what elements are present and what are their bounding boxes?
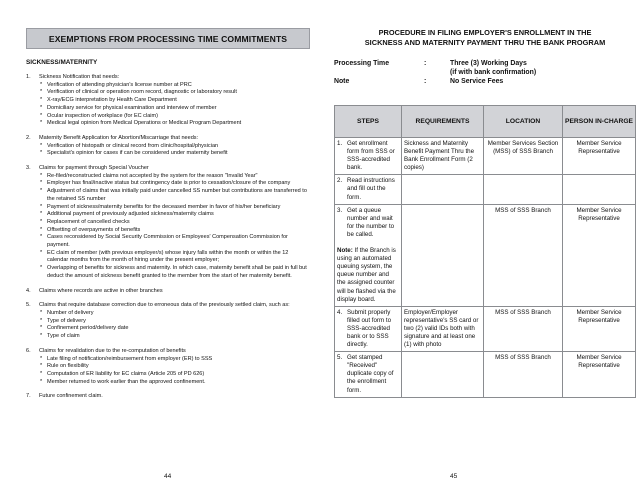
asterisk-bullet-icon: * (40, 97, 43, 104)
asterisk-bullet-icon: * (40, 370, 43, 377)
exemption-sub-text: Verification of clinical or operation room record, diagnostic or laboratory result (47, 89, 237, 96)
step-text: Get stamped "Received" duplicate copy of the enrollment form. (347, 354, 394, 394)
exemption-number: 1. (26, 74, 31, 80)
page-number-left: 44 (164, 473, 172, 480)
procedure-meta (334, 59, 636, 86)
asterisk-bullet-icon: * (40, 325, 43, 332)
exemption-sub-text: Replacement of cancelled checks (47, 218, 130, 225)
exemption-sub-item (39, 371, 311, 379)
requirement-cell (402, 204, 484, 306)
exemption-sub-item (39, 363, 311, 371)
exemption-text: Claims for revalidation due to the re-computation of benefits (39, 347, 186, 354)
requirement-cell (402, 175, 484, 204)
asterisk-bullet-icon: * (40, 317, 43, 324)
exemption-sub-text: Computation of ER liability for EC claims (Article 205 of PD 626) (47, 370, 205, 377)
exemption-sub-item (39, 250, 311, 265)
exemption-sub-item (39, 97, 311, 105)
processing-time-row (334, 59, 636, 68)
requirement-cell (402, 352, 484, 397)
exemption-sub-item (39, 379, 311, 387)
exemption-sub-list (39, 173, 311, 281)
processing-time-value: Three (3) Working Days (450, 60, 527, 67)
exemptions-banner (26, 28, 310, 49)
exemption-sub-text: Late filing of notification/reimbursement from employer (ER) to SSS (47, 355, 213, 362)
asterisk-bullet-icon: * (40, 218, 43, 225)
exemption-sub-text: Rule on flexibility (47, 363, 89, 370)
exemption-sub-item (39, 89, 311, 97)
exemption-sub-text: Specialist's opinion for cases if can be considered under maternity benefit (47, 150, 228, 157)
exemption-sub-text: Ocular inspection of workplace (for EC claim) (47, 112, 158, 119)
procedure-title (334, 28, 636, 48)
exemption-text: Claims where records are active in other branches (39, 287, 163, 294)
step-cell (335, 138, 402, 175)
step-number: 2. (337, 177, 343, 185)
procedure-title-line-1: PROCEDURE IN FILING EMPLOYER'S ENROLLMENT IN THE (378, 28, 592, 37)
asterisk-bullet-icon: * (40, 150, 43, 157)
asterisk-bullet-icon: * (40, 180, 43, 187)
step-cell (335, 352, 402, 397)
exemptions-banner-text: EXEMPTIONS FROM PROCESSING TIME COMMITMENTS (48, 33, 288, 44)
exemption-sub-text: Type of delivery (47, 317, 86, 324)
asterisk-bullet-icon: * (40, 172, 43, 179)
exemption-item (26, 348, 311, 387)
asterisk-bullet-icon: * (40, 363, 43, 370)
exemption-sub-item (39, 219, 311, 227)
location-cell: MSS of SSS Branch (484, 204, 563, 306)
exemption-number: 7. (26, 393, 31, 400)
exemption-number: 5. (26, 302, 31, 309)
exemption-text: Claims that require database correction due to erroneous data of the previously settled claim, such as: (39, 302, 290, 309)
left-page (0, 0, 315, 493)
step-note (337, 247, 399, 304)
table-header-row (335, 106, 636, 138)
asterisk-bullet-icon: * (40, 249, 43, 256)
exemption-sub-item (39, 188, 311, 203)
exemption-number: 6. (26, 347, 31, 354)
exemption-sub-text: Number of delivery (47, 309, 94, 316)
exemption-sub-item (39, 105, 311, 113)
table-row (335, 306, 636, 351)
note-colon: : (424, 78, 427, 85)
exemption-sub-text: Payment of sickness/maternity benefits for the deceased member in favor of his/her beneficiary (47, 203, 281, 210)
exemption-sub-text: Confinement period/delivery date (47, 325, 129, 332)
step-number: 5. (337, 354, 343, 362)
step-text: Read instructions and fill out the form. (347, 177, 395, 201)
exemption-item (26, 393, 311, 401)
asterisk-bullet-icon: * (40, 378, 43, 385)
exemption-sub-text: EC claim of member (with previous employer/s) whose injury falls within the month or within the 12 calendar months from the month of hiring under the present employer; (47, 249, 289, 264)
exemption-sub-item (39, 356, 311, 364)
exemption-item (26, 165, 311, 281)
person-in-charge-cell (563, 175, 636, 204)
asterisk-bullet-icon: * (40, 309, 43, 316)
step-number: 4. (337, 308, 343, 316)
header-location: LOCATION (484, 106, 563, 138)
asterisk-bullet-icon: * (40, 89, 43, 96)
exemption-sub-item (39, 143, 311, 151)
exemption-sub-list (39, 143, 311, 158)
exemption-sub-item (39, 211, 311, 219)
exemption-text: Claims for payment through Special Voucher (39, 165, 149, 172)
asterisk-bullet-icon: * (40, 226, 43, 233)
step-cell (335, 306, 402, 351)
note-row (334, 77, 636, 86)
processing-time-label: Processing Time (334, 60, 390, 67)
procedure-title-line-2: SICKNESS AND MATERNITY PAYMENT THRU THE BANK PROGRAM (364, 38, 606, 47)
requirement-cell: Employer/Employer representative's SS card or two (2) valid IDs both with signature and at least one (1) with photo (402, 306, 484, 351)
exemption-item (26, 74, 311, 128)
step-cell (335, 204, 402, 306)
exemption-sub-item (39, 310, 311, 318)
exemption-sub-text: Verification of histopath or clinical record from clinic/hospital/physician (47, 142, 219, 149)
exemption-body (39, 348, 311, 387)
exemption-sub-text: Domiciliary service for physical examination and interview of member (47, 104, 217, 111)
processing-time-row-2 (334, 68, 636, 77)
exemption-sub-item (39, 318, 311, 326)
location-cell: MSS of SSS Branch (484, 306, 563, 351)
asterisk-bullet-icon: * (40, 234, 43, 241)
exemption-sub-text: Verification of attending physician's license number at PRC (47, 81, 192, 88)
header-requirements: REQUIREMENTS (402, 106, 484, 138)
step-text: Get enrollment form from SSS or SSS-accredited bank. (347, 140, 395, 172)
header-person-in-charge: PERSON IN-CHARGE (563, 106, 636, 138)
exemption-sub-list (39, 310, 311, 341)
table-row (335, 175, 636, 204)
right-page (320, 0, 638, 493)
exemption-body (39, 393, 311, 401)
exemption-sub-text: Cases reconsidered by Social Security Commission or Employees' Compensation Commission for payment. (47, 234, 288, 249)
exemption-body (39, 165, 311, 281)
location-cell: MSS of SSS Branch (484, 352, 563, 397)
exemption-sub-text: Adjustment of claims that was initially paid under cancelled SS number but contributions are transferred to the retained SS number (47, 188, 307, 202)
exemption-number: 3. (26, 165, 31, 172)
asterisk-bullet-icon: * (40, 211, 43, 218)
exemption-sub-item (39, 265, 311, 280)
asterisk-bullet-icon: * (40, 265, 43, 272)
exemption-sub-item (39, 325, 311, 333)
header-steps: STEPS (335, 106, 402, 138)
exemption-number: 2. (26, 134, 31, 141)
requirement-cell: Sickness and Maternity Benefit Payment Thru the Bank Enrollment Form (2 copies) (402, 138, 484, 175)
asterisk-bullet-icon: * (40, 333, 43, 340)
exemption-sub-item (39, 173, 311, 181)
exemption-sub-item (39, 82, 311, 90)
exemptions-list (26, 74, 311, 408)
asterisk-bullet-icon: * (40, 355, 43, 362)
exemption-sub-item (39, 180, 311, 188)
asterisk-bullet-icon: * (40, 142, 43, 149)
exemption-sub-list (39, 82, 311, 128)
exemption-text: Maternity Benefit Application for Abortion/Miscarriage that needs: (39, 134, 199, 141)
step-text: Submit properly filled out form to SSS-accredited bank or to SSS directly. (347, 308, 392, 349)
location-cell (484, 175, 563, 204)
exemption-body (39, 288, 311, 296)
processing-time-colon: : (424, 60, 427, 67)
step-note-label: Note: (337, 247, 353, 255)
asterisk-bullet-icon: * (40, 81, 43, 88)
exemption-item (26, 135, 311, 158)
exemption-sub-text: Re-filed/reconstructed claims not accepted by the system for the reason "Invalid Year" (47, 172, 258, 179)
exemption-item (26, 302, 311, 341)
step-cell (335, 175, 402, 204)
exemption-sub-text: Offsetting of overpayments of benefits (47, 226, 141, 233)
step-note-text: If the Branch is using an automated queuing system, the queue number and the assigned counter will be flashed via the display board. (337, 247, 396, 303)
exemption-sub-text: Medical legal opinion from Medical Operations or Medical Program Department (47, 120, 242, 127)
table-row (335, 352, 636, 397)
table-row (335, 138, 636, 175)
exemption-sub-item (39, 113, 311, 121)
exemption-sub-item (39, 234, 311, 249)
page-number-right: 45 (450, 473, 458, 480)
exemption-body (39, 302, 311, 341)
location-cell: Member Services Section (MSS) of SSS Branch (484, 138, 563, 175)
exemption-sub-text: Additional payment of previously adjusted sickness/maternity claims (47, 211, 214, 218)
step-number: 3. (337, 206, 343, 214)
note-label: Note (334, 78, 350, 85)
exemption-sub-item (39, 333, 311, 341)
exemption-sub-item (39, 204, 311, 212)
person-in-charge-cell: Member Service Representative (563, 352, 636, 397)
note-value: No Service Fees (450, 78, 504, 85)
person-in-charge-cell: Member Service Representative (563, 204, 636, 306)
asterisk-bullet-icon: * (40, 104, 43, 111)
exemption-sub-list (39, 356, 311, 387)
exemption-item (26, 288, 311, 296)
exemption-sub-text: Member returned to work earlier than the approved confinement. (47, 378, 206, 385)
exemption-number: 4. (26, 287, 31, 294)
exemption-body (39, 74, 311, 128)
asterisk-bullet-icon: * (40, 203, 43, 210)
asterisk-bullet-icon: * (40, 188, 43, 195)
exemption-text: Sickness Notification that needs: (39, 74, 120, 80)
procedure-table (334, 105, 636, 398)
table-row (335, 204, 636, 306)
person-in-charge-cell: Member Service Representative (563, 306, 636, 351)
section-heading: SICKNESS/MATERNITY (26, 59, 98, 66)
exemption-sub-text: X-ray/ECG interpretation by Health Care Department (47, 97, 177, 104)
asterisk-bullet-icon: * (40, 120, 43, 127)
processing-time-qualifier: (if with bank confirmation) (450, 69, 537, 76)
procedure-table-body (335, 138, 636, 398)
exemption-sub-text: Employer has final/inactive status but contingency date is prior to cessation/closure of the company (47, 180, 291, 187)
exemption-sub-item (39, 150, 311, 158)
step-text: Get a queue number and wait for the number to be called. (347, 206, 395, 238)
exemption-body (39, 135, 311, 158)
exemption-sub-item (39, 120, 311, 128)
exemption-text: Future confinement claim. (39, 393, 103, 400)
exemption-sub-text: Overlapping of benefits for sickness and maternity. In which case, maternity benefit shall be paid in full but deduct the amount of sickness benefit granted to the member from the start of her maternity benefit. (47, 265, 307, 279)
step-number: 1. (337, 140, 343, 147)
exemption-sub-item (39, 227, 311, 235)
exemption-sub-text: Type of claim (47, 333, 80, 340)
asterisk-bullet-icon: * (40, 112, 43, 119)
person-in-charge-cell: Member Service Representative (563, 138, 636, 175)
